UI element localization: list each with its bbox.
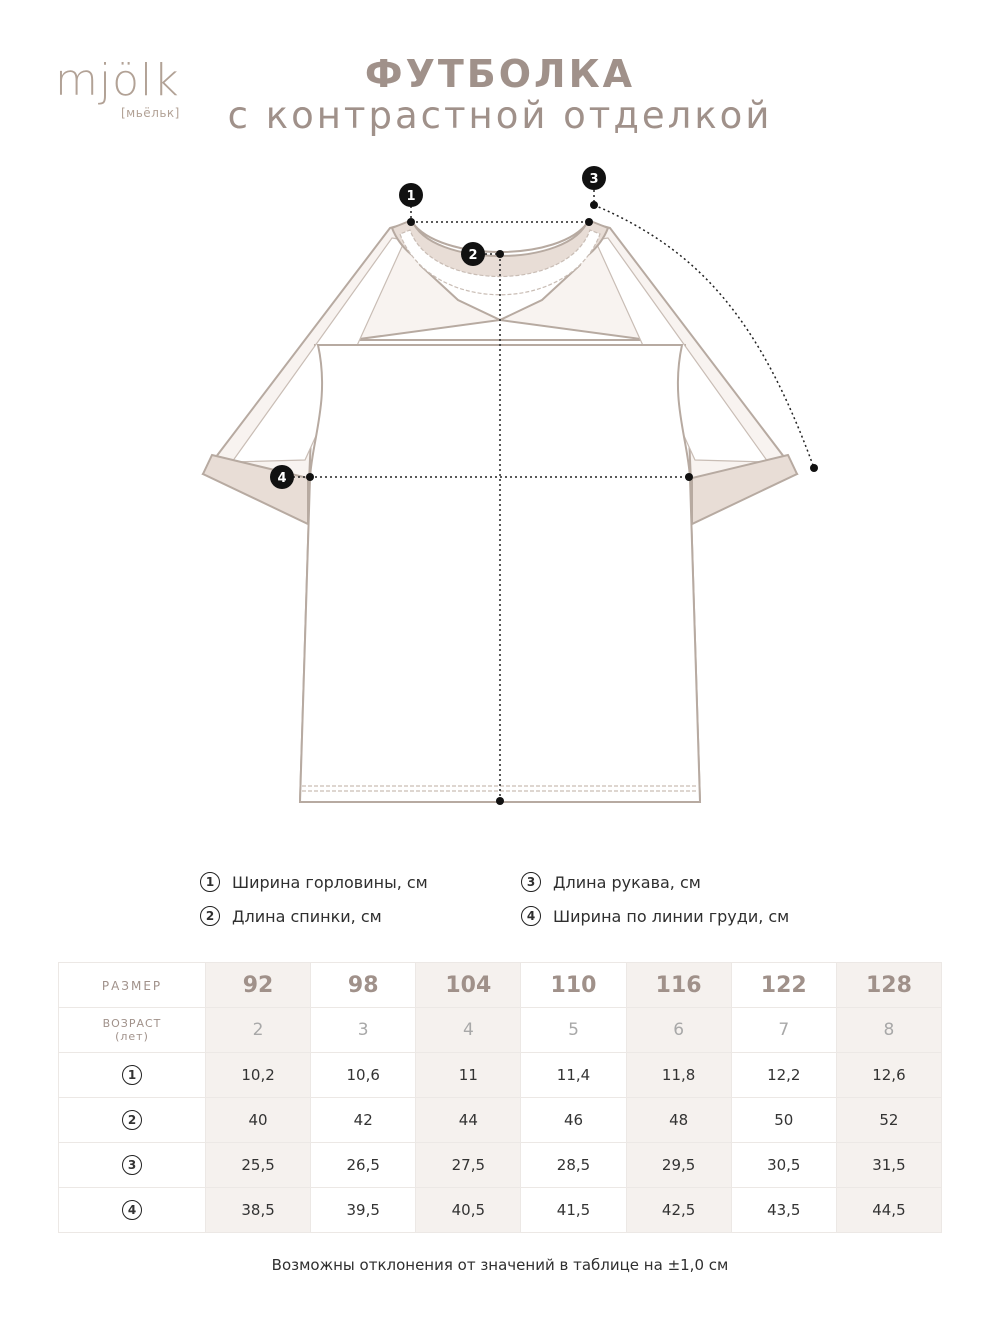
table-row-measure-2 xyxy=(59,1098,942,1143)
legend-item xyxy=(521,906,789,926)
row-number: 4 xyxy=(122,1200,142,1220)
value-cell: 48 xyxy=(626,1098,731,1143)
value-cell: 12,2 xyxy=(731,1053,836,1098)
value-cell: 12,6 xyxy=(836,1053,941,1098)
age-cell: 3 xyxy=(311,1008,416,1053)
age-cell: 5 xyxy=(521,1008,626,1053)
value-cell: 46 xyxy=(521,1098,626,1143)
row-number: 3 xyxy=(122,1155,142,1175)
brand-subtitle: [мьёльк] xyxy=(121,106,180,120)
value-cell: 43,5 xyxy=(731,1188,836,1233)
value-cell: 52 xyxy=(836,1098,941,1143)
legend-item xyxy=(200,872,428,892)
table-row-measure-1 xyxy=(59,1053,942,1098)
value-cell: 40 xyxy=(206,1098,311,1143)
legend-text: Длина спинки, см xyxy=(232,906,382,926)
brand-logo xyxy=(55,55,185,120)
value-cell: 11,8 xyxy=(626,1053,731,1098)
size-cell: 122 xyxy=(731,963,836,1008)
size-cell: 116 xyxy=(626,963,731,1008)
row-number: 2 xyxy=(122,1110,142,1130)
table-row-sizes xyxy=(59,963,942,1008)
value-cell: 26,5 xyxy=(311,1143,416,1188)
tolerance-note: Возможны отклонения от значений в таблице на ±1,0 см xyxy=(271,1256,729,1274)
value-cell: 11 xyxy=(416,1053,521,1098)
value-cell: 44 xyxy=(416,1098,521,1143)
value-cell: 42,5 xyxy=(626,1188,731,1233)
endpoint-dot xyxy=(585,218,593,226)
endpoint-dot xyxy=(306,473,314,481)
age-unit: (лет) xyxy=(115,1030,149,1043)
legend-number: 2 xyxy=(200,906,220,926)
value-cell: 10,6 xyxy=(311,1053,416,1098)
value-cell: 50 xyxy=(731,1098,836,1143)
age-cell: 8 xyxy=(836,1008,941,1053)
row-number-cell xyxy=(59,1053,206,1098)
table-row-measure-4 xyxy=(59,1188,942,1233)
age-cell: 6 xyxy=(626,1008,731,1053)
size-cell: 128 xyxy=(836,963,941,1008)
svg-text:1: 1 xyxy=(406,189,416,204)
value-cell: 41,5 xyxy=(521,1188,626,1233)
endpoint-dot xyxy=(496,797,504,805)
value-cell: 44,5 xyxy=(836,1188,941,1233)
endpoint-dot xyxy=(685,473,693,481)
value-cell: 11,4 xyxy=(521,1053,626,1098)
legend-item xyxy=(521,872,701,892)
age-cell: 7 xyxy=(731,1008,836,1053)
size-cell: 110 xyxy=(521,963,626,1008)
endpoint-dot xyxy=(407,218,415,226)
table-row-ages xyxy=(59,1008,942,1053)
value-cell: 42 xyxy=(311,1098,416,1143)
tshirt-drawing xyxy=(0,160,1000,820)
size-cell: 98 xyxy=(311,963,416,1008)
size-table xyxy=(58,962,942,1233)
row-number-cell xyxy=(59,1188,206,1233)
value-cell: 38,5 xyxy=(206,1188,311,1233)
size-cell: 104 xyxy=(416,963,521,1008)
legend-text: Длина рукава, см xyxy=(553,872,701,892)
brand-name: mjölk xyxy=(55,55,180,106)
svg-text:2: 2 xyxy=(468,248,478,263)
size-label: РАЗМЕР xyxy=(101,979,163,993)
legend-text: Ширина горловины, см xyxy=(232,872,428,892)
age-label-cell xyxy=(59,1008,206,1053)
value-cell: 28,5 xyxy=(521,1143,626,1188)
table-row-measure-3 xyxy=(59,1143,942,1188)
value-cell: 39,5 xyxy=(311,1188,416,1233)
age-cell: 2 xyxy=(206,1008,311,1053)
size-cell: 92 xyxy=(206,963,311,1008)
row-number-cell xyxy=(59,1143,206,1188)
endpoint-dot xyxy=(810,464,818,472)
legend-number: 1 xyxy=(200,872,220,892)
svg-text:3: 3 xyxy=(589,172,599,187)
value-cell: 30,5 xyxy=(731,1143,836,1188)
legend-number: 3 xyxy=(521,872,541,892)
value-cell: 40,5 xyxy=(416,1188,521,1233)
row-number: 1 xyxy=(122,1065,142,1085)
marker-1 xyxy=(399,183,423,207)
page-title xyxy=(190,52,810,138)
title-subtitle: с контрастной отделкой xyxy=(227,94,773,137)
marker-2 xyxy=(461,242,485,266)
legend-text: Ширина по линии груди, см xyxy=(553,906,790,926)
measurement-legend xyxy=(200,872,840,942)
row-number-cell xyxy=(59,1098,206,1143)
marker-4 xyxy=(270,465,294,489)
legend-number: 4 xyxy=(521,906,541,926)
value-cell: 31,5 xyxy=(836,1143,941,1188)
age-cell: 4 xyxy=(416,1008,521,1053)
age-label: ВОЗРАСТ xyxy=(102,1017,162,1030)
legend-item xyxy=(200,906,382,926)
size-label-cell xyxy=(59,963,206,1008)
endpoint-dot xyxy=(496,250,504,258)
value-cell: 10,2 xyxy=(206,1053,311,1098)
value-cell: 27,5 xyxy=(416,1143,521,1188)
endpoint-dot xyxy=(590,201,598,209)
marker-3 xyxy=(582,166,606,190)
title-main: ФУТБОЛКА xyxy=(364,52,636,96)
svg-text:4: 4 xyxy=(277,471,287,486)
value-cell: 25,5 xyxy=(206,1143,311,1188)
value-cell: 29,5 xyxy=(626,1143,731,1188)
